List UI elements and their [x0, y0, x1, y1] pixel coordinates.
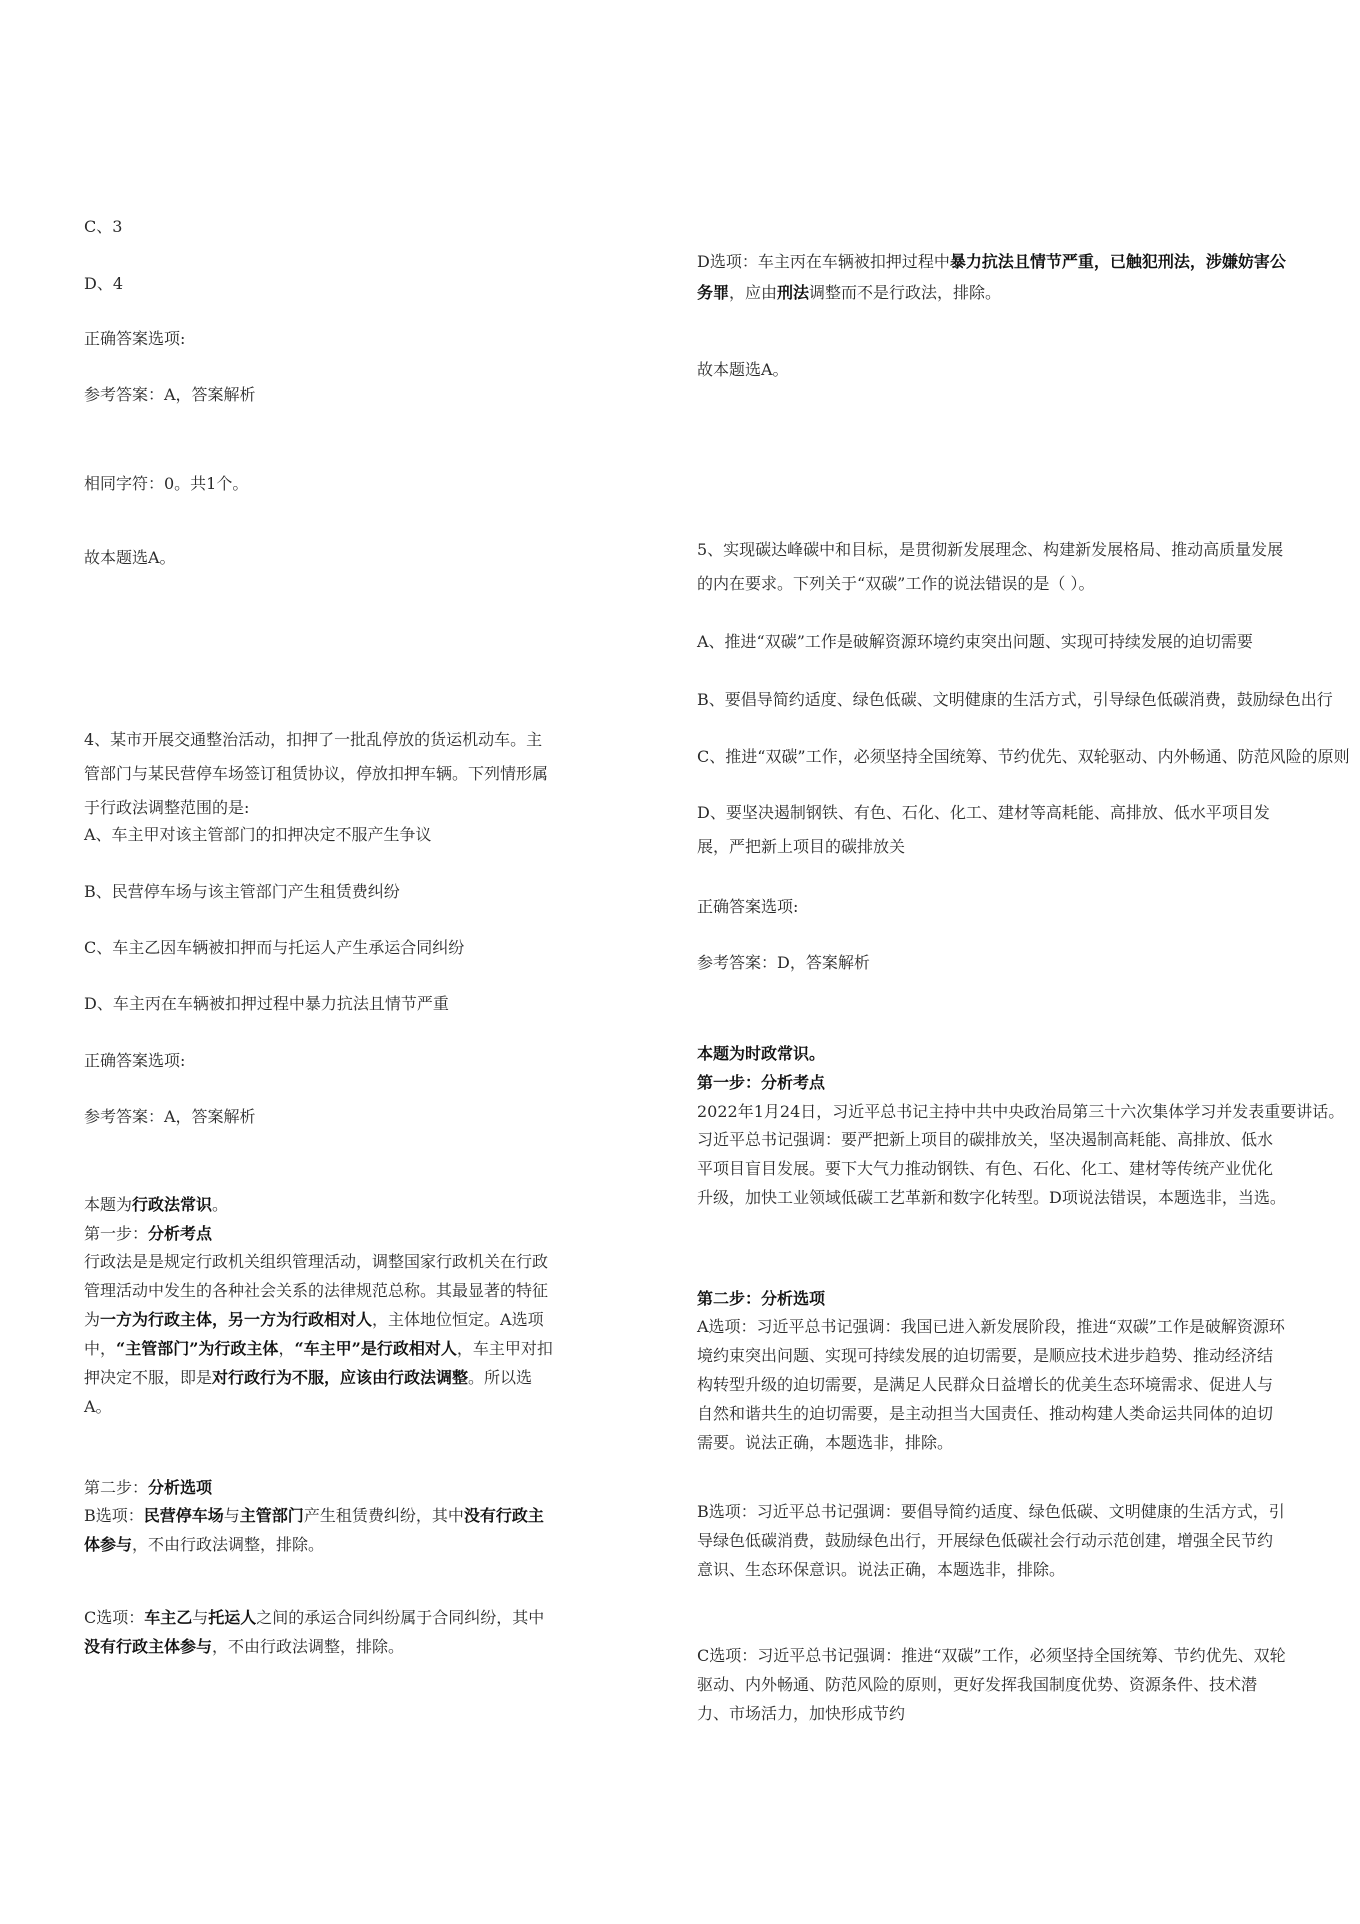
q4-analysis-part: 行政法是是规定行政机关组织管理活动，调整国家行政机关在行政管理活动中发生的各种社会关系的法律规范总称。其最显著的特征为	[84, 1252, 549, 1329]
q4-correct-label: 正确答案选项:	[84, 1051, 186, 1070]
q4-option-b: B、民营停车场与该主管部门产生租赁费纠纷	[84, 882, 400, 901]
q4-d-part: D选项：车主丙在车辆被扣押过程中	[697, 252, 950, 271]
q5-stem: 5、实现碳达峰碳中和目标，是贯彻新发展理念、构建新发展格局、推动高质量发展的内在要求。下列关于“双碳”工作的说法错误的是（ ）。	[697, 540, 1284, 593]
q4-step1-highlight: 分析考点	[148, 1224, 213, 1243]
q4-step2-highlight: 分析选项	[148, 1478, 213, 1497]
q3-reference-answer: 参考答案：A，答案解析	[84, 385, 256, 404]
q4-d-part: ，应由	[729, 283, 778, 302]
q4-b-part: 产生租赁费纠纷，其中	[303, 1506, 464, 1525]
q4-topic-prefix: 本题为	[84, 1195, 133, 1214]
q4-analysis-bold: “车主甲”是行政相对人	[294, 1339, 457, 1358]
q3-option-c: C、3	[84, 217, 123, 236]
q4-d-part: 调整而不是行政法，排除。	[809, 283, 1002, 302]
q5-option-d: D、要坚决遏制钢铁、有色、石化、化工、建材等高耗能、高排放、低水平项目发展，严把新上项目的碳排放关	[697, 803, 1270, 856]
q4-analysis-bold: “主管部门”为行政主体	[116, 1339, 279, 1358]
q4-c-part: 与	[192, 1608, 209, 1627]
q4-step2-heading	[84, 1472, 212, 1503]
q4-option-c-analysis	[84, 1603, 554, 1661]
q4-reference-answer: 参考答案：A，答案解析	[84, 1107, 256, 1126]
q4-analysis-part: ，	[278, 1339, 295, 1358]
q5-reference-answer: 参考答案：D，答案解析	[697, 953, 870, 972]
q4-option-d: D、车主丙在车辆被扣押过程中暴力抗法且情节严重	[84, 994, 449, 1013]
q4-b-bold: 民营停车场	[143, 1506, 224, 1525]
q3-conclusion: 故本题选A。	[84, 548, 176, 567]
q4-b-bold: 主管部门	[239, 1506, 304, 1525]
q4-c-part: C选项：	[84, 1608, 145, 1627]
q5-step1-date-line: 2022年1月24日，习近平总书记主持中共中央政治局第三十六次集体学习并发表重要讲话。	[697, 1102, 1345, 1121]
q5-option-b: B、要倡导简约适度、绿色低碳、文明健康的生活方式，引导绿色低碳消费，鼓励绿色出行	[697, 690, 1333, 709]
q4-analysis-part: 。所以选A。	[84, 1368, 533, 1416]
q5-option-c: C、推进“双碳”工作，必须坚持全国统筹、节约优先、双轮驱动、内外畅通、防范风险的原则	[697, 747, 1350, 766]
q3-correct-label: 正确答案选项:	[84, 329, 186, 348]
q4-option-c: C、车主乙因车辆被扣押而与托运人产生承运合同纠纷	[84, 938, 465, 957]
q5-step1-text: 习近平总书记强调：要严把新上项目的碳排放关，坚决遏制高耗能、高排放、低水平项目盲目发展。要下大气力推动钢铁、有色、石化、化工、建材等传统产业优化升级，加快工业领域低碳工艺革新和数字化转型。D项说法错误，本题选非，当选。	[697, 1130, 1286, 1207]
q4-step1-prefix: 第一步：	[84, 1224, 149, 1243]
q4-step2-prefix: 第二步：	[84, 1478, 149, 1497]
q5-option-c-analysis: C选项：习近平总书记强调：推进“双碳”工作，必须坚持全国统筹、节约优先、双轮驱动、内外畅通、防范风险的原则，更好发挥我国制度优势、资源条件、技术潜力、市场活力，加快形成节约	[697, 1646, 1286, 1723]
q5-option-a: A、推进“双碳”工作是破解资源环境约束突出问题、实现可持续发展的迫切需要	[697, 632, 1253, 651]
q3-option-d: D、4	[84, 274, 124, 293]
q5-option-b-analysis: B选项：习近平总书记强调：要倡导简约适度、绿色低碳、文明健康的生活方式，引导绿色低碳消费，鼓励绿色出行，开展绿色低碳社会行动示范创建，增强全民节约意识、生态环保意识。说法正确，本题选非，排除。	[697, 1502, 1285, 1579]
q5-correct-label: 正确答案选项:	[697, 897, 799, 916]
q4-topic-highlight: 行政法常识	[132, 1195, 213, 1214]
q4-step1-heading	[84, 1218, 212, 1249]
q4-c-bold: 没有行政主体参与	[84, 1637, 213, 1656]
q3-explanation: 相同字符：0。共1个。	[84, 474, 249, 493]
q4-topic-suffix: 。	[212, 1195, 229, 1214]
q4-c-part: 之间的承运合同纠纷属于合同纠纷，其中	[256, 1608, 545, 1627]
q4-b-part: B选项：	[84, 1506, 144, 1525]
q4-b-bold: 没有行政主体参与	[84, 1506, 544, 1554]
q4-d-bold: 暴力抗法且情节严重，已触犯刑法，涉嫌妨害公务罪	[697, 252, 1286, 302]
q4-analysis-part: ，主体地位恒定。A选项中，	[84, 1310, 544, 1358]
q4-b-part: ，不由行政法调整，排除。	[132, 1535, 325, 1554]
q4-analysis-part: ，车主甲对扣押决定不服，即是	[84, 1339, 553, 1387]
q4-option-a: A、车主甲对该主管部门的扣押决定不服产生争议	[84, 825, 432, 844]
q4-option-b-analysis	[84, 1501, 554, 1559]
q4-analysis-text	[84, 1247, 554, 1421]
q4-conclusion: 故本题选A。	[697, 360, 789, 379]
q4-c-bold: 车主乙	[144, 1608, 193, 1627]
q4-b-part: 与	[223, 1506, 240, 1525]
q5-topic: 本题为时政常识。	[697, 1044, 826, 1063]
q4-stem: 4、某市开展交通整治活动，扣押了一批乱停放的货运机动车。主管部门与某民营停车场签订租赁协议，停放扣押车辆。下列情形属于行政法调整范围的是:	[84, 730, 549, 817]
q4-option-d-analysis	[697, 246, 1287, 308]
q4-c-bold: 托运人	[208, 1608, 257, 1627]
q5-step2-heading: 第二步：分析选项	[697, 1289, 826, 1308]
q5-step1-heading: 第一步：分析考点	[697, 1073, 826, 1092]
q5-option-a-analysis: A选项：习近平总书记强调：我国已进入新发展阶段，推进“双碳”工作是破解资源环境约束突出问题、实现可持续发展的迫切需要，是顺应技术进步趋势、推动经济结构转型升级的迫切需要，是满足人民群众日益增长的优美生态环境需求、促进人与自然和谐共生的迫切需要，是主动担当大国责任、推动构建人类命运共同体的迫切需要。说法正确，本题选非，排除。	[697, 1317, 1285, 1452]
q4-analysis-bold: 一方为行政主体，另一方为行政相对人	[100, 1310, 373, 1329]
q4-topic	[84, 1189, 228, 1220]
q4-d-bold: 刑法	[777, 283, 810, 302]
q4-analysis-bold: 对行政行为不服，应该由行政法调整	[212, 1368, 469, 1387]
q4-c-part: ，不由行政法调整，排除。	[212, 1637, 405, 1656]
